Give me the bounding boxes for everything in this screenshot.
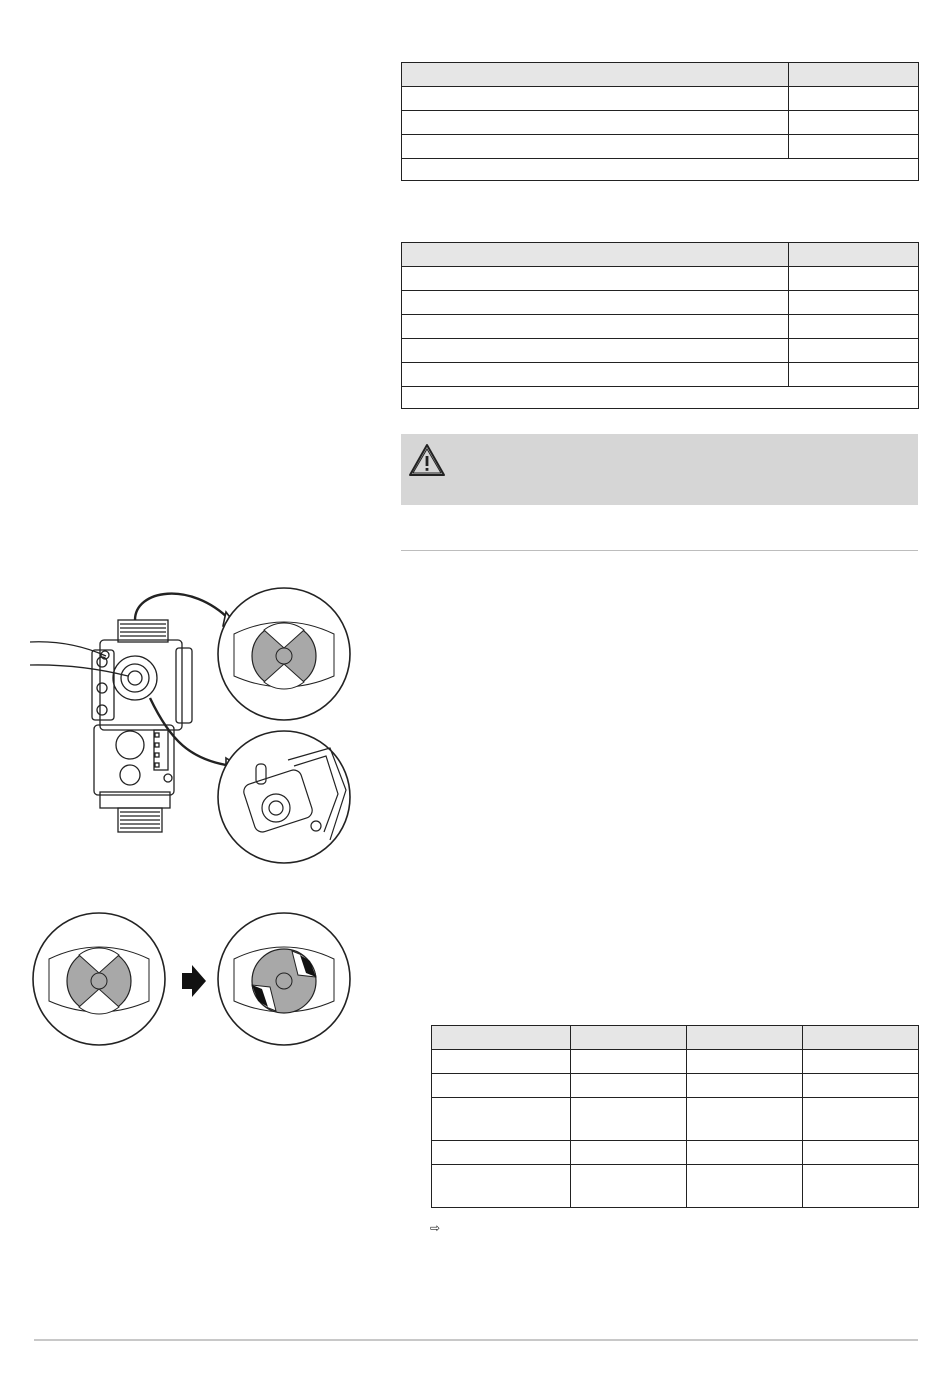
table-cell (402, 363, 789, 387)
table-cell (571, 1050, 687, 1074)
table-cell (803, 1141, 919, 1165)
table-row (432, 1050, 919, 1074)
table-cell (571, 1074, 687, 1098)
table-cell (803, 1165, 919, 1208)
table-cell (803, 1050, 919, 1074)
table-header (571, 1026, 687, 1050)
table-row (432, 1141, 919, 1165)
table-cell (789, 135, 919, 159)
table-row (432, 1098, 919, 1141)
section-divider (401, 550, 918, 551)
table-footnote (402, 387, 919, 409)
table-cell (789, 291, 919, 315)
gas-table-2 (401, 242, 919, 409)
table-cell (432, 1098, 571, 1141)
table-cell (687, 1098, 803, 1141)
table-cell (402, 267, 789, 291)
table-row (402, 363, 919, 387)
table-cell (402, 339, 789, 363)
table-header (789, 63, 919, 87)
table-cell (789, 339, 919, 363)
warning-box (401, 434, 918, 505)
warning-triangle-icon (407, 442, 447, 483)
throttle-adjustment-illustration (30, 905, 360, 1055)
table-header (402, 63, 789, 87)
table-cell (789, 111, 919, 135)
table-header (803, 1026, 919, 1050)
table-cell (687, 1074, 803, 1098)
footer-divider (34, 1339, 918, 1341)
table-cell (687, 1141, 803, 1165)
table-cell (803, 1098, 919, 1141)
table-row (402, 315, 919, 339)
gas-table-1 (401, 62, 919, 181)
table-cell (571, 1141, 687, 1165)
table-cell (432, 1141, 571, 1165)
table-cell (789, 315, 919, 339)
table-cell (402, 87, 789, 111)
table-footnote-row (402, 159, 919, 181)
table-row (402, 135, 919, 159)
table-row (402, 87, 919, 111)
table-cell (432, 1050, 571, 1074)
table-row (402, 291, 919, 315)
table-cell (687, 1050, 803, 1074)
table-cell (687, 1165, 803, 1208)
table-header (402, 243, 789, 267)
table-footnote (402, 159, 919, 181)
table-cell (432, 1165, 571, 1208)
table-footnote-row (402, 387, 919, 409)
table-cell (789, 363, 919, 387)
table-header (687, 1026, 803, 1050)
table-row (402, 339, 919, 363)
table-cell (402, 135, 789, 159)
table-header (432, 1026, 571, 1050)
table-cell (402, 111, 789, 135)
table-cell (571, 1165, 687, 1208)
table-cell (789, 267, 919, 291)
table-cell (402, 291, 789, 315)
gas-valve-illustration (30, 580, 370, 870)
table-cell (571, 1098, 687, 1141)
result-arrow-icon: ⇨ (430, 1221, 441, 1235)
table-cell (432, 1074, 571, 1098)
table-row (432, 1074, 919, 1098)
table-row (402, 267, 919, 291)
table-cell (402, 315, 789, 339)
table-row (402, 111, 919, 135)
table-header (789, 243, 919, 267)
table-row (432, 1165, 919, 1208)
settings-table (431, 1025, 919, 1208)
table-cell (803, 1074, 919, 1098)
table-cell (789, 87, 919, 111)
